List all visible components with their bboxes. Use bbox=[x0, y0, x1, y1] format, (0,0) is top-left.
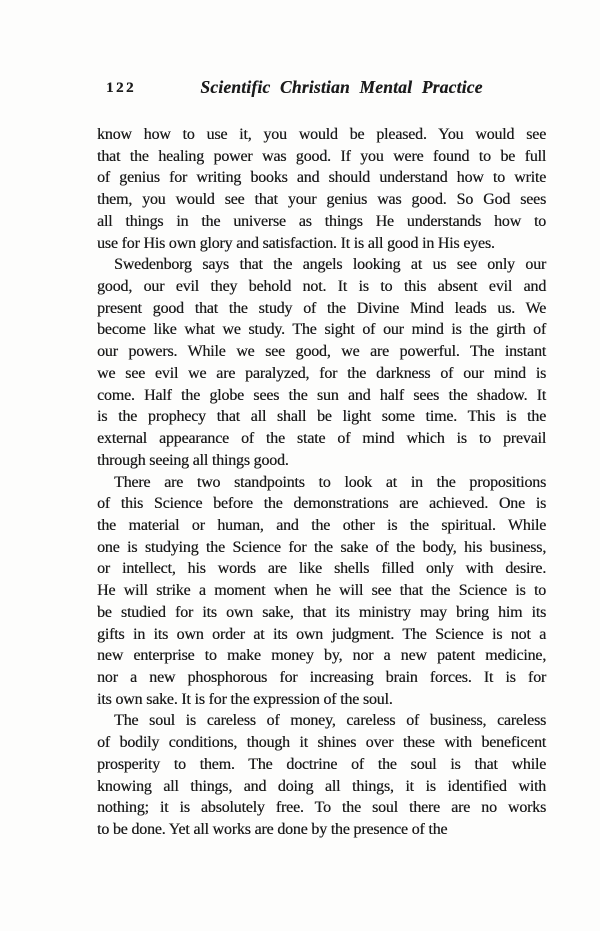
text-line: know how to use it, you would be pleased. You would see bbox=[97, 126, 546, 143]
text-line: or intellect, his words are like shells filled only with desire. bbox=[97, 560, 546, 578]
text-line: through seeing all things good. bbox=[97, 451, 289, 469]
text-line: good, our evil they behold not. It is to this absent evil and bbox=[97, 278, 546, 296]
text-line: our powers. While we see good, we are powerful. The instant bbox=[97, 343, 546, 361]
text-line: is the prophecy that all shall be light some time. This is the bbox=[97, 408, 546, 426]
text-line: The soul is careless of money, careless of business, careless bbox=[114, 712, 546, 730]
text-line: external appearance of the state of mind which is to prevail bbox=[97, 430, 546, 448]
text-line: prosperity to them. The doctrine of the soul is that while bbox=[97, 755, 546, 773]
text-line: its own sake. It is for the expression of the soul. bbox=[97, 690, 393, 708]
text-line: that the healing power was good. If you were found to be full bbox=[97, 147, 546, 165]
text-line: to be done. Yet all works are done by the presence of the bbox=[97, 821, 448, 838]
text-line: He will strike a moment when he will see that the Science is to bbox=[97, 582, 546, 600]
text-line: knowing all things, and doing all things, it is identified with bbox=[97, 777, 546, 795]
text-line: of this Science before the demonstrations are achieved. One is bbox=[97, 495, 546, 513]
page-number: 122 bbox=[106, 80, 136, 96]
text-line: of genius for writing books and should understand how to write bbox=[97, 169, 546, 187]
text-line: be studied for its own sake, that its ministry may bring him its bbox=[97, 603, 546, 621]
text-line: use for His own glory and satisfaction. It is all good in His eyes. bbox=[97, 234, 495, 252]
text-line: There are two standpoints to look at in the propositions bbox=[114, 473, 546, 491]
page-header bbox=[97, 77, 546, 101]
text-line: of bodily conditions, though it shines over these with beneficent bbox=[97, 734, 546, 752]
text-line: them, you would see that your genius was good. So God sees bbox=[97, 191, 546, 209]
text-line: all things in the universe as things He understands how to bbox=[97, 212, 546, 230]
text-line: come. Half the globe sees the sun and half sees the shadow. It bbox=[97, 386, 546, 404]
text-line: we see evil we are paralyzed, for the darkness of our mind is bbox=[97, 364, 546, 382]
text-line: present good that the study of the Divine Mind leads us. We bbox=[97, 299, 546, 317]
paragraph bbox=[97, 710, 546, 840]
text-line: become like what we study. The sight of our mind is the girth of bbox=[97, 321, 546, 339]
paragraph bbox=[97, 472, 546, 711]
text-line: Swedenborg says that the angels looking at us see only our bbox=[114, 256, 546, 274]
running-title: Scientific Christian Mental Practice bbox=[200, 77, 483, 97]
paragraph bbox=[97, 254, 546, 471]
paragraph bbox=[97, 124, 546, 254]
text-line: new enterprise to make money by, nor a new patent medicine, bbox=[97, 647, 546, 665]
text-line: one is studying the Science for the sake of the body, his business, bbox=[97, 538, 546, 556]
text-line: gifts in its own order at its own judgment. The Science is not a bbox=[97, 625, 546, 643]
text-line: nor a new phosphorous for increasing brain forces. It is for bbox=[97, 668, 546, 686]
body-text bbox=[97, 124, 546, 841]
text-line: the material or human, and the other is the spiritual. While bbox=[97, 516, 546, 534]
text-line: nothing; it is absolutely free. To the soul there are no works bbox=[97, 799, 546, 817]
